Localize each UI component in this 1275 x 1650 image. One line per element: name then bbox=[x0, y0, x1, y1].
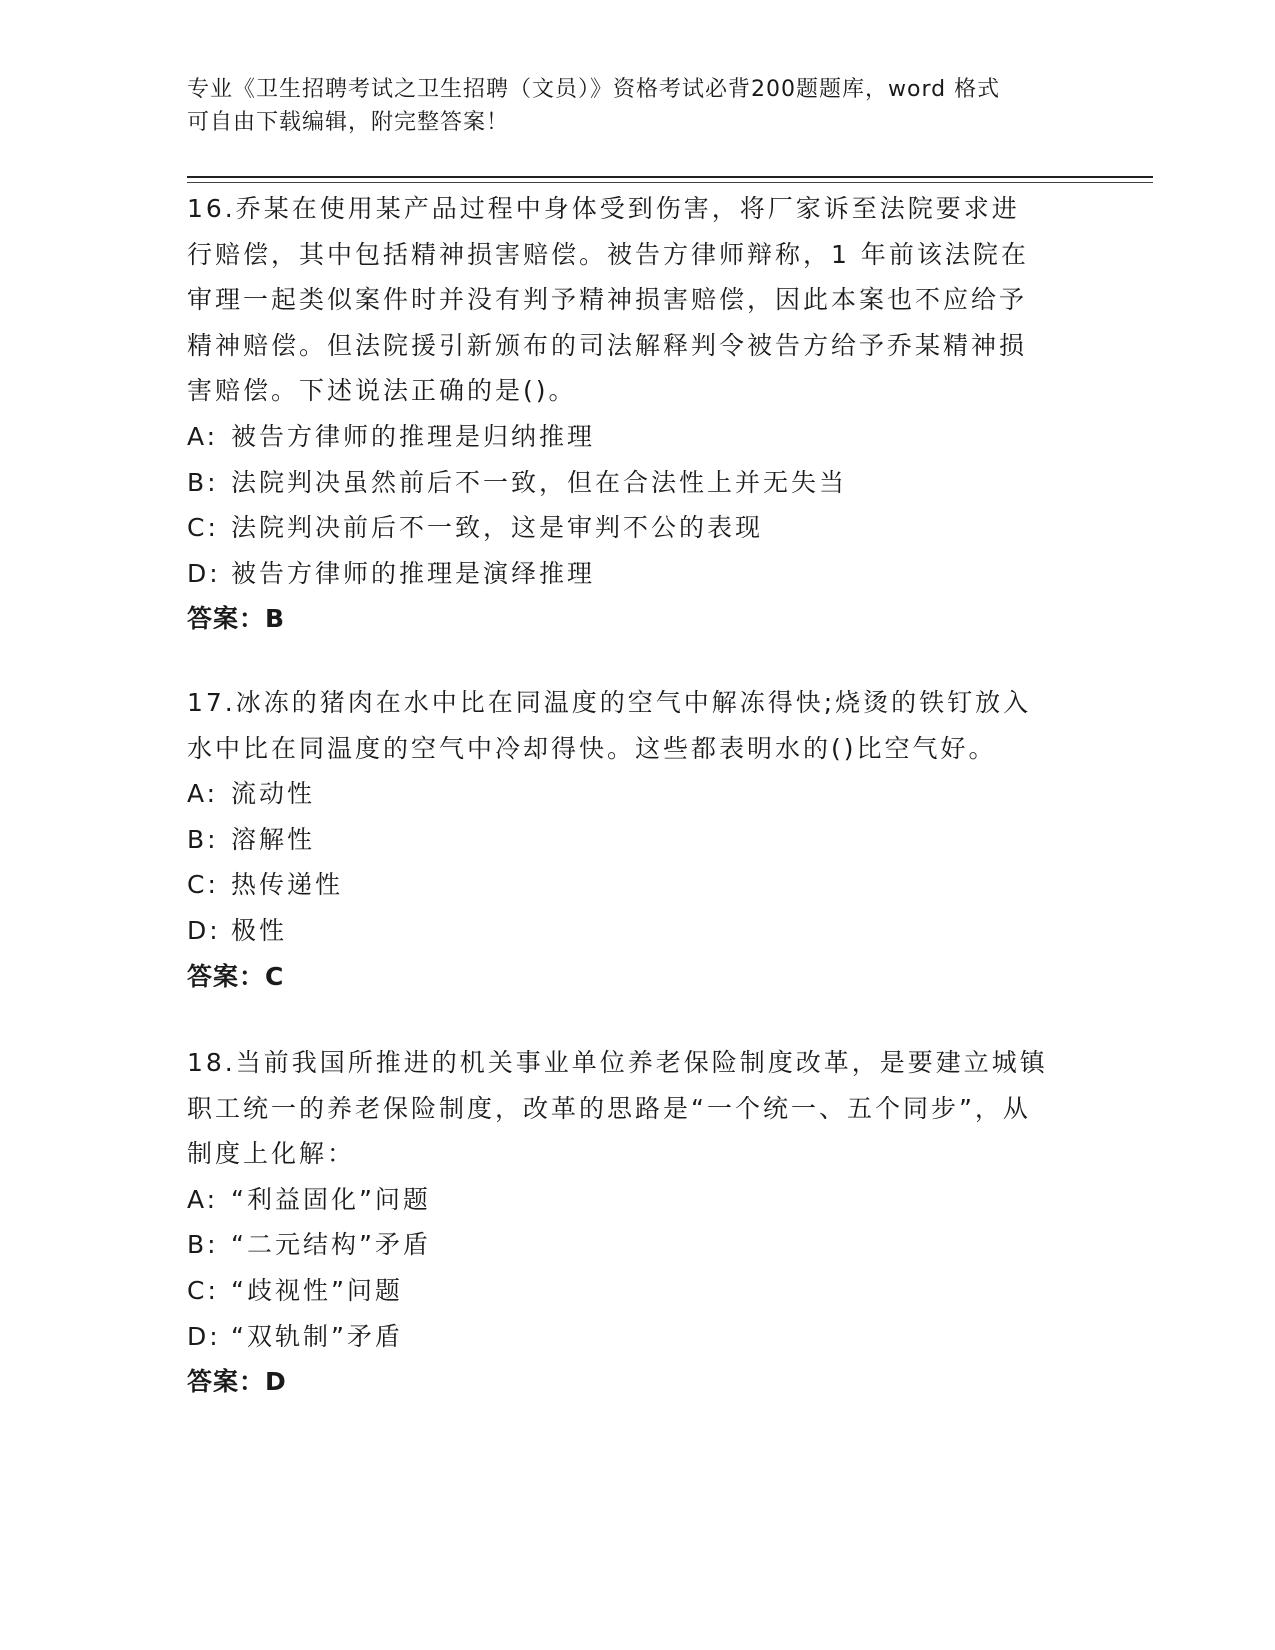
option-c bbox=[187, 505, 1087, 551]
answer-value: B bbox=[265, 604, 286, 634]
option-c bbox=[187, 1268, 1087, 1314]
option-key: A: bbox=[187, 779, 219, 809]
option-b bbox=[187, 817, 1087, 863]
option-text: “歧视性”问题 bbox=[231, 1275, 403, 1305]
option-c bbox=[187, 862, 1087, 908]
answer-label: 答案： bbox=[187, 604, 266, 634]
option-text: 法院判决虽然前后不一致，但在合法性上并无失当 bbox=[231, 467, 848, 497]
answer-value: D bbox=[265, 1367, 287, 1397]
option-a bbox=[187, 414, 1087, 460]
answer-value: C bbox=[265, 961, 285, 991]
question-16 bbox=[187, 186, 1087, 642]
option-d bbox=[187, 908, 1087, 954]
option-d bbox=[187, 551, 1087, 597]
option-b bbox=[187, 460, 1087, 506]
option-text: 极性 bbox=[231, 915, 288, 945]
option-a bbox=[187, 1177, 1087, 1223]
option-key: A: bbox=[187, 421, 219, 451]
header-line-1: 专业《卫生招聘考试之卫生招聘（文员）》资格考试必背200题题库，word 格式 bbox=[187, 77, 1001, 102]
answer-line bbox=[187, 596, 1087, 642]
option-text: 溶解性 bbox=[231, 824, 316, 854]
answer-label: 答案： bbox=[187, 961, 266, 991]
option-key: B: bbox=[187, 1230, 219, 1260]
question-stem: 18.当前我国所推进的机关事业单位养老保险制度改革，是要建立城镇职工统一的养老保险制度，改革的思路是“一个统一、五个同步”，从制度上化解： bbox=[187, 1048, 1048, 1169]
option-key: A: bbox=[187, 1184, 219, 1214]
option-key: B: bbox=[187, 824, 219, 854]
question-18 bbox=[187, 1040, 1087, 1405]
question-stem: 17.冰冻的猪肉在水中比在同温度的空气中解冻得快;烧烫的铁钉放入水中比在同温度的空气中冷却得快。这些都表明水的()比空气好。 bbox=[187, 688, 1032, 763]
option-text: 法院判决前后不一致，这是审判不公的表现 bbox=[231, 513, 764, 543]
option-text: “二元结构”矛盾 bbox=[231, 1230, 431, 1260]
option-text: “双轨制”矛盾 bbox=[231, 1321, 403, 1351]
header-divider-thick bbox=[187, 176, 1153, 178]
option-d bbox=[187, 1314, 1087, 1360]
option-key: C: bbox=[187, 513, 219, 543]
answer-line bbox=[187, 954, 1087, 1000]
option-text: 热传递性 bbox=[231, 870, 344, 900]
option-key: B: bbox=[187, 467, 219, 497]
question-17 bbox=[187, 680, 1087, 999]
option-text: “利益固化”问题 bbox=[231, 1184, 431, 1214]
option-a bbox=[187, 771, 1087, 817]
option-key: D: bbox=[187, 915, 221, 945]
option-text: 被告方律师的推理是归纳推理 bbox=[231, 421, 596, 451]
option-key: C: bbox=[187, 870, 219, 900]
option-text: 流动性 bbox=[231, 779, 316, 809]
document-header bbox=[187, 73, 1087, 139]
answer-line bbox=[187, 1359, 1087, 1405]
answer-label: 答案： bbox=[187, 1367, 266, 1397]
option-key: D: bbox=[187, 1321, 221, 1351]
question-stem: 16.乔某在使用某产品过程中身体受到伤害，将厂家诉至法院要求进行赔偿，其中包括精神损害赔偿。被告方律师辩称，1 年前该法院在审理一起类似案件时并没有判予精神损害赔偿，因此本案也不应给予精神赔偿。但法院援引新颁布的司法解释判令被告方给予乔某精神损害赔偿。下述说法正确的是()。 bbox=[187, 194, 1029, 406]
header-line-2: 可自由下载编辑，附完整答案！ bbox=[187, 110, 510, 135]
option-b bbox=[187, 1222, 1087, 1268]
option-text: 被告方律师的推理是演绎推理 bbox=[231, 558, 596, 588]
option-key: D: bbox=[187, 558, 221, 588]
header-divider-thin bbox=[187, 182, 1153, 183]
option-key: C: bbox=[187, 1275, 219, 1305]
